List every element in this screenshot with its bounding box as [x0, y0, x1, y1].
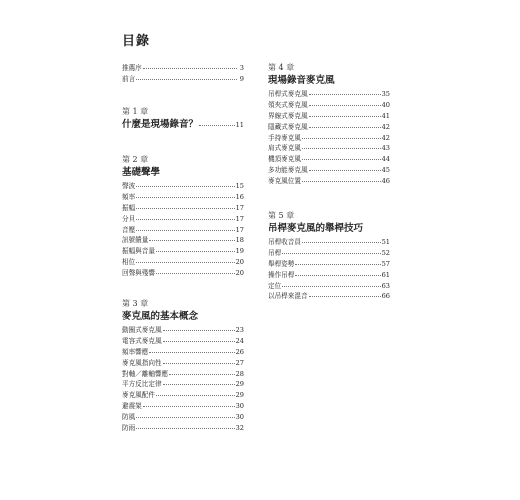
- toc-entry-label: 手持麥克風: [268, 133, 301, 142]
- toc-entry-page: 29: [235, 380, 244, 389]
- toc-entry-label: 動圈式麥克風: [122, 326, 162, 334]
- toc-entry-label: 回聲與殘響: [122, 269, 155, 278]
- toc-entry-page: 17: [235, 203, 244, 212]
- toc-entry-page: 42: [381, 122, 390, 131]
- chapter-title: 基礎聲學: [122, 167, 161, 178]
- dot-leader: [149, 345, 234, 353]
- chapter-4-entries: [268, 88, 390, 186]
- dot-leader: [302, 131, 381, 139]
- toc-entry-label: 對軸／離軸響應: [122, 369, 169, 378]
- toc-entry-label: 訊號饋量: [122, 236, 149, 245]
- toc-entry[interactable]: [268, 175, 390, 186]
- dot-leader: [169, 367, 234, 375]
- dot-leader: [295, 257, 380, 265]
- toc-entry-label: 麥克風位置: [268, 177, 301, 186]
- dot-leader: [143, 399, 235, 407]
- toc-entry-page: 40: [381, 100, 390, 109]
- chapter-2-section: [122, 154, 244, 278]
- dot-leader: [163, 356, 235, 364]
- toc-entry-page: 30: [235, 413, 244, 422]
- dot-leader: [309, 109, 381, 117]
- toc-entry-label: 頻率響應: [122, 347, 149, 356]
- dot-leader: [295, 268, 380, 276]
- toc-entry-label: 分貝: [122, 214, 136, 223]
- chapter-title-entry[interactable]: [122, 117, 244, 132]
- dot-leader: [163, 323, 235, 331]
- dot-leader: [136, 410, 234, 418]
- toc-entry[interactable]: [122, 73, 244, 84]
- toc-entry-page: 26: [235, 347, 244, 356]
- dot-leader: [136, 421, 234, 429]
- chapter-3-entries: [122, 324, 244, 433]
- toc-entry[interactable]: [268, 290, 390, 301]
- toc-entry-label: 推薦序: [122, 64, 142, 72]
- toc-entry-page: 9: [239, 74, 244, 83]
- toc-entry-label: 肩式麥克風: [268, 144, 301, 153]
- dot-leader: [136, 201, 234, 209]
- toc-entry-label: 定位: [268, 281, 282, 290]
- toc-entry-page: 45: [381, 166, 390, 175]
- dot-leader: [302, 152, 381, 160]
- toc-entry-page: 30: [235, 402, 244, 411]
- toc-entry-label: 振幅: [122, 203, 136, 212]
- toc-entry-label: 麥克風配件: [122, 391, 155, 400]
- chapter-number: 第 2 章: [122, 155, 149, 164]
- toc-entry-page: 43: [381, 144, 390, 153]
- dot-leader: [302, 174, 381, 182]
- dot-leader: [136, 212, 234, 220]
- page-title: 目錄: [122, 34, 151, 49]
- toc-entry-page: 20: [235, 258, 244, 267]
- toc-entry-page: 57: [381, 259, 390, 268]
- chapter-number: 第 1 章: [122, 107, 149, 116]
- toc-entry-label: 以吊桿來混音: [268, 292, 308, 301]
- toc-entry-page: 51: [381, 238, 390, 246]
- toc-entry-page: 23: [235, 326, 244, 334]
- toc-entry-label: 防風: [122, 413, 136, 422]
- chapter-number: 第 5 章: [268, 211, 295, 220]
- dot-leader: [156, 244, 235, 252]
- toc-entry-label: 相位: [122, 258, 136, 267]
- toc-entry-page: 16: [235, 192, 244, 201]
- toc-entry-page: 44: [381, 155, 390, 164]
- chapter-title: 現場錄音麥克風: [268, 75, 335, 86]
- toc-entry-label: 前言: [122, 74, 136, 83]
- toc-entry[interactable]: [122, 267, 244, 278]
- toc-entry-label: 隱藏式麥克風: [268, 122, 308, 131]
- toc-entry-page: 63: [381, 281, 390, 290]
- toc-entry-page: 32: [235, 424, 244, 433]
- dot-leader: [282, 279, 380, 287]
- toc-entry-page: 27: [235, 358, 244, 367]
- toc-entry-label: 電容式麥克風: [122, 336, 162, 345]
- toc-entry-label: 多功能麥克風: [268, 166, 308, 175]
- dot-leader: [302, 141, 381, 149]
- dot-leader: [163, 334, 235, 342]
- dot-leader: [282, 246, 380, 254]
- toc-entry-page: 66: [381, 292, 390, 301]
- toc-entry-page: 20: [235, 269, 244, 278]
- toc-entry-page: 18: [235, 236, 244, 245]
- toc-entry-page: 17: [235, 214, 244, 223]
- toc-entry-label: 麥克風指向性: [122, 358, 162, 367]
- toc-entry-page: 11: [235, 121, 244, 129]
- dot-leader: [143, 61, 237, 69]
- toc-entry-label: 舉桿姿勢: [268, 259, 295, 268]
- toc-entry-page: 35: [381, 90, 390, 98]
- dot-leader: [136, 72, 237, 80]
- dot-leader: [199, 118, 235, 126]
- toc-entry-page: 3: [239, 64, 244, 72]
- toc-entry-page: 41: [381, 111, 390, 120]
- chapter-4-section: [268, 62, 390, 186]
- dot-leader: [136, 190, 234, 198]
- toc-entry-label: 頻率: [122, 192, 136, 201]
- chapter-number: 第 4 章: [268, 63, 295, 72]
- dot-leader: [309, 120, 381, 128]
- toc-entry-page: 52: [381, 248, 390, 257]
- toc-entry[interactable]: [122, 422, 244, 433]
- dot-leader: [309, 289, 381, 297]
- toc-entry-label: 音壓: [122, 225, 136, 234]
- chapter-title: 吊桿麥克風的舉桿技巧: [268, 223, 364, 234]
- toc-entry-label: 吊桿式麥克風: [268, 90, 308, 98]
- toc-entry-page: 29: [235, 391, 244, 400]
- toc-entry-page: 17: [235, 225, 244, 234]
- dot-leader: [136, 223, 234, 231]
- chapter-5-section: [268, 210, 390, 301]
- dot-leader: [136, 255, 234, 263]
- toc-entry-label: 吊桿: [268, 248, 282, 257]
- chapter-title: 麥克風的基本概念: [122, 311, 199, 322]
- toc-entry-label: 平方反比定律: [122, 380, 162, 389]
- dot-leader: [156, 266, 235, 274]
- dot-leader: [156, 388, 235, 396]
- toc-entry-page: 28: [235, 369, 244, 378]
- front-matter-section: [122, 62, 244, 84]
- toc-entry-label: 聲波: [122, 182, 136, 190]
- toc-entry-page: 61: [381, 270, 390, 279]
- dot-leader: [309, 87, 381, 95]
- toc-entry-label: 避震架: [122, 402, 142, 411]
- toc-entry-label: 界線式麥克風: [268, 111, 308, 120]
- toc-entry-label: 領夾式麥克風: [268, 100, 308, 109]
- chapter-3-section: [122, 298, 244, 433]
- toc-entry-label: 防雨: [122, 424, 136, 433]
- dot-leader: [136, 179, 234, 187]
- toc-entry-page: 46: [381, 177, 390, 186]
- toc-entry-label: 操作吊桿: [268, 270, 295, 279]
- toc-entry-label: 吊桿收音員: [268, 238, 301, 246]
- chapter-title: 什麼是現場錄音？: [122, 119, 199, 130]
- toc-entry-page: 24: [235, 336, 244, 345]
- toc-entry-page: 19: [235, 247, 244, 256]
- dot-leader: [309, 98, 381, 106]
- toc-entry-page: 42: [381, 133, 390, 142]
- toc-entry-label: 機頂麥克風: [268, 155, 301, 164]
- chapter-number: 第 3 章: [122, 299, 149, 308]
- dot-leader: [309, 163, 381, 171]
- chapter-1-section: [122, 106, 244, 132]
- chapter-5-entries: [268, 236, 390, 301]
- dot-leader: [302, 235, 381, 243]
- toc-entry-page: 15: [235, 182, 244, 190]
- dot-leader: [163, 377, 235, 385]
- chapter-2-entries: [122, 180, 244, 278]
- dot-leader: [149, 233, 234, 241]
- toc-entry-label: 振幅與音量: [122, 247, 155, 256]
